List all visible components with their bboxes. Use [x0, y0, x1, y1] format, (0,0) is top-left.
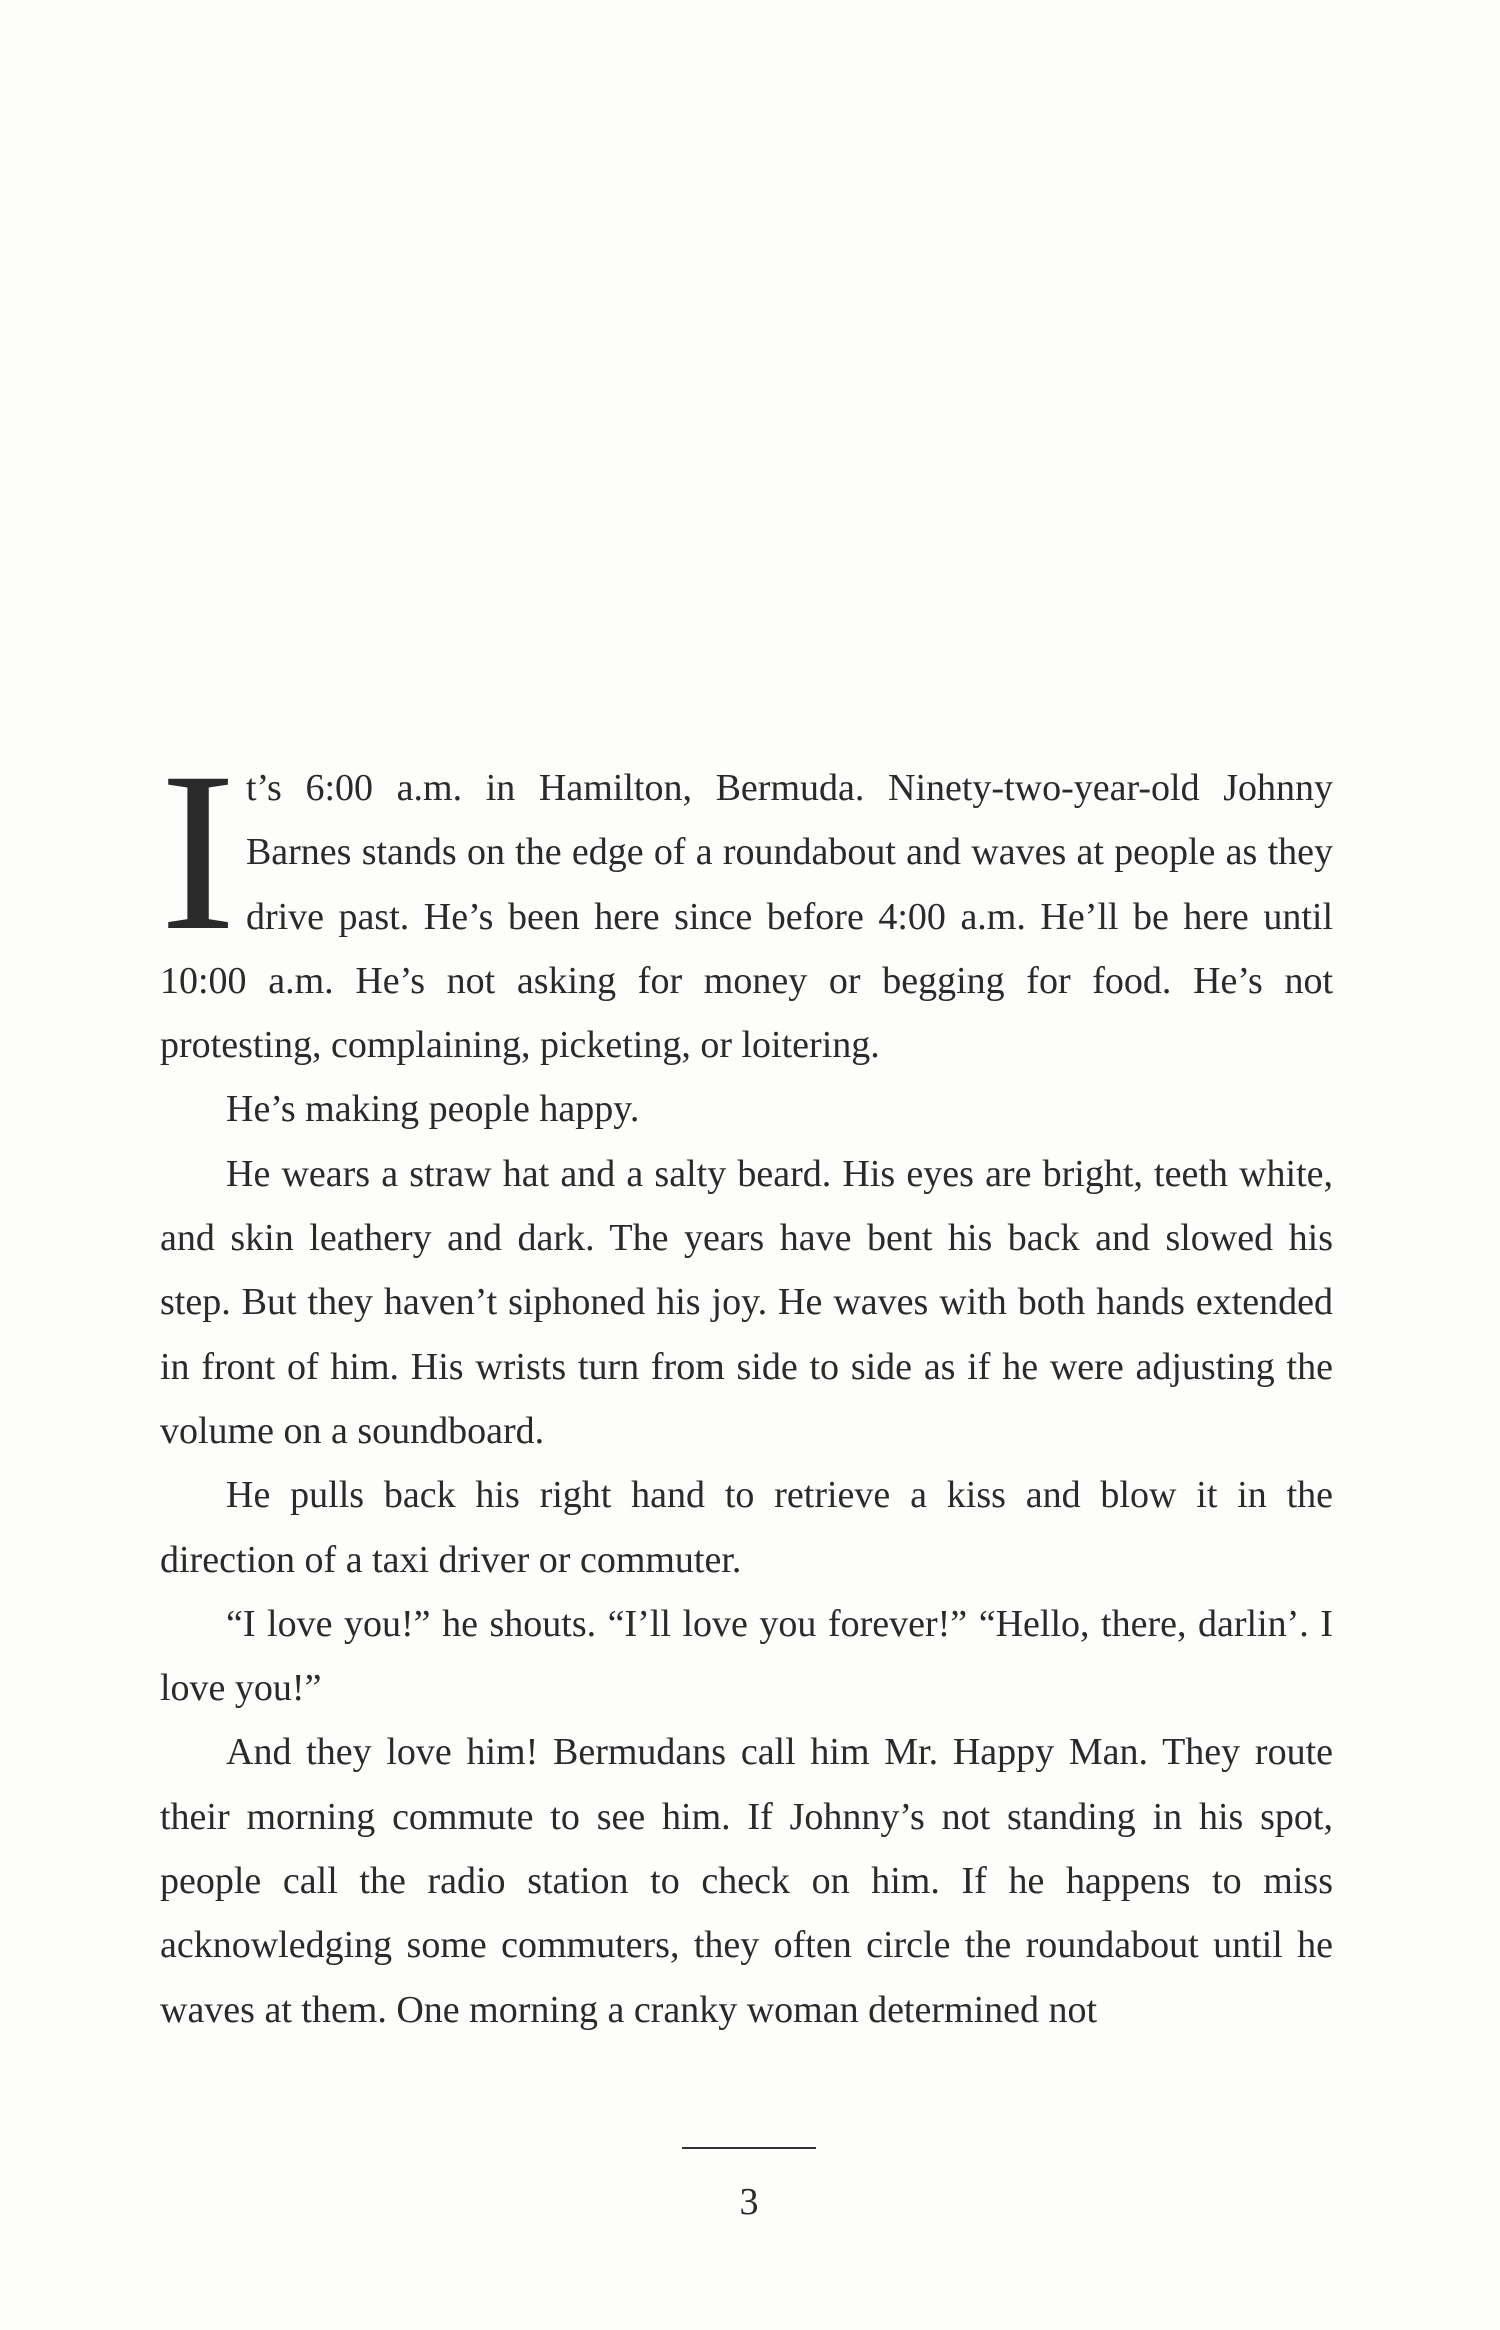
- page-number: 3: [739, 2181, 759, 2223]
- paragraph-5: “I love you!” he shouts. “I’ll love you forever!” “Hello, there, darlin’. I love you!”: [160, 1602, 1333, 1710]
- chapter-body: [160, 726, 1333, 2042]
- paragraph-1: [160, 726, 1333, 1077]
- paragraph-1-text: t’s 6:00 a.m. in Hamilton, Bermuda. Ninety-two-year-old Johnny Barnes stands on the edge of a roundabout and waves at people as they drive past. He’s been here since before 4:00 a.m. He’ll be here until 10:00 a.m. He’s not asking for money or begging for food. He’s not protesting, complaining, picketing, or loitering.: [160, 767, 1333, 1067]
- paragraph-4: He pulls back his right hand to retrieve a kiss and blow it in the direction of a taxi driver or commuter.: [160, 1474, 1333, 1581]
- footer-rule: [682, 2147, 816, 2149]
- paragraph-2: He’s making people happy.: [226, 1088, 640, 1131]
- drop-cap: I: [160, 726, 236, 978]
- paragraph-3: He wears a straw hat and a salty beard. His eyes are bright, teeth white, and skin leathery and dark. The years have bent his back and slowed his step. But they haven’t siphoned his joy. He waves with both hands extended in front of him. His wrists turn from side to side as if he were adjusting the volume on a soundboard.: [160, 1152, 1333, 1452]
- paragraph-6: And they love him! Bermudans call him Mr. Happy Man. They route their morning commute to see him. If Johnny’s not standing in his spot, people call the radio station to check on him. If he happens to miss acknowledging some commuters, they often circle the roundabout until he waves at them. One morning a cranky woman determined not: [160, 1731, 1333, 2031]
